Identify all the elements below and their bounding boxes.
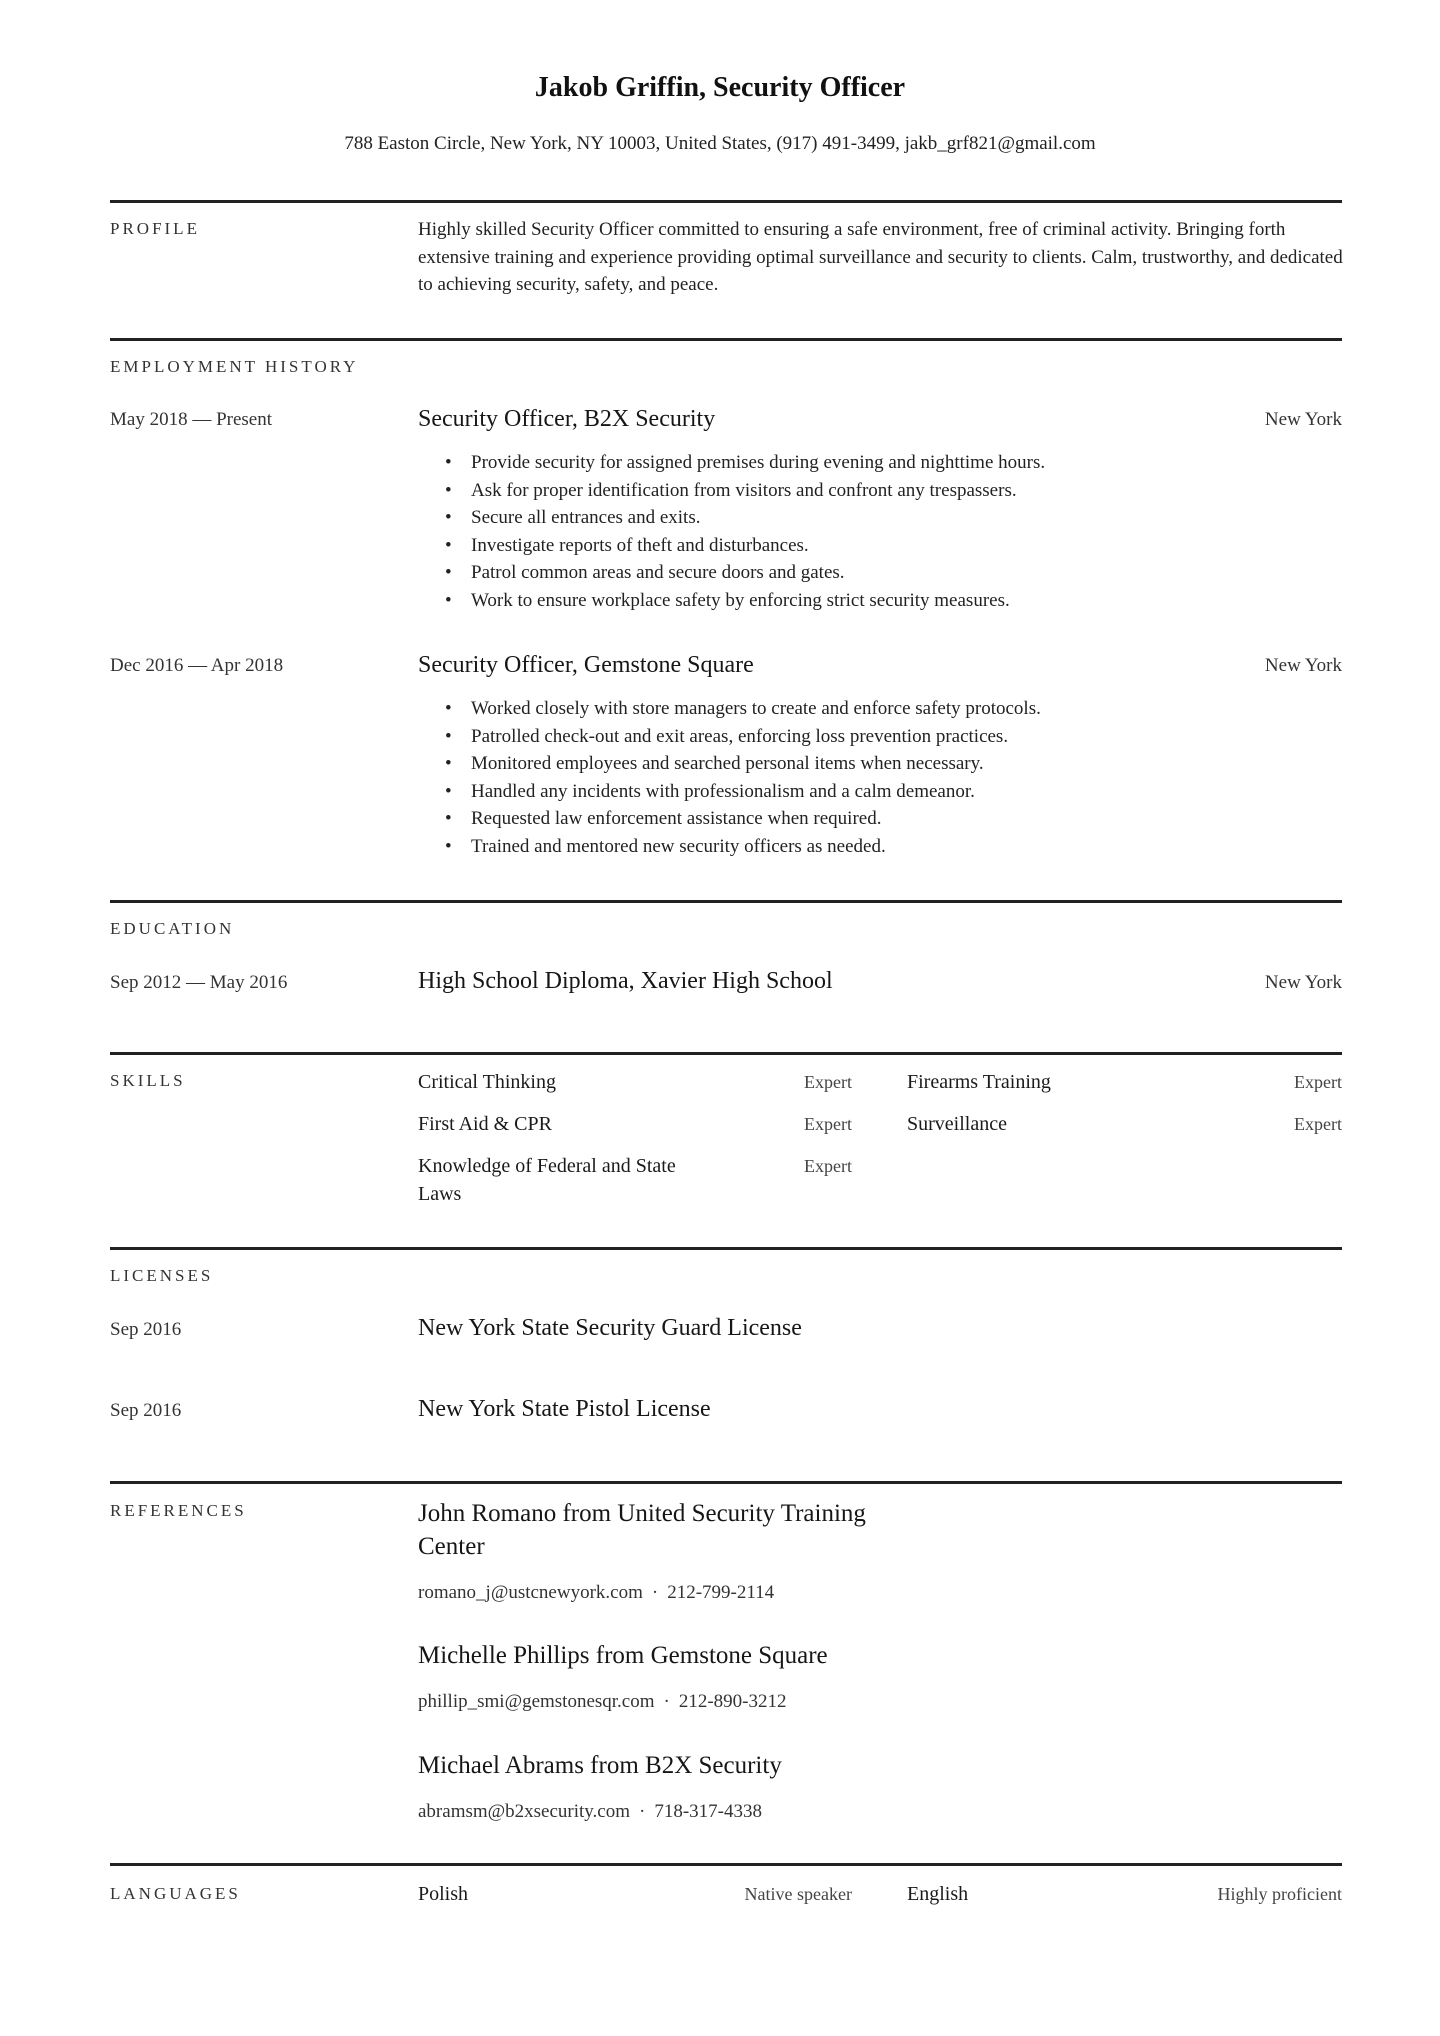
license-date: Sep 2016 [110,1319,182,1340]
bullet-icon: • [445,835,452,857]
skill-name: Surveillance [907,1113,1007,1135]
section-divider [110,1481,1342,1484]
language-name: Polish [418,1883,469,1905]
section-label-languages: LANGUAGES [110,1884,241,1903]
job-dates: May 2018 — Present [110,409,273,430]
list-item: • Provide security for assigned premises during evening and nighttime hours. [418,449,1045,477]
education-dates: Sep 2012 — May 2016 [110,972,288,993]
list-item: • Trained and mentored new security officers as needed. [418,833,1041,861]
list-item: • Monitored employees and searched personal items when necessary. [418,750,1041,778]
list-item: • Patrol common areas and secure doors and gates. [418,559,1045,587]
reference-phone[interactable]: 212-890-3212 [678,1691,787,1712]
list-item: • Ask for proper identification from visitors and confront any trespassers. [418,477,1045,505]
section-label-employment: EMPLOYMENT HISTORY [110,357,359,376]
contact-info: 788 Easton Circle, New York, NY 10003, United States, (917) 491-3499, jakb_grf821@gmail.com [344,133,1096,154]
skill-level: Expert [804,1072,852,1092]
section-divider [110,900,1342,903]
reference-contact [418,1800,762,1824]
bullet-icon: • [445,589,452,611]
section-label-licenses: LICENSES [110,1266,214,1285]
skill-name: Firearms Training [907,1071,1051,1093]
section-divider [110,338,1342,341]
license-date: Sep 2016 [110,1400,182,1421]
bullet-icon: • [445,452,452,473]
list-item: • Investigate reports of theft and disturbances. [418,532,1045,560]
skill-level: Expert [1294,1114,1342,1134]
list-item: • Secure all entrances and exits. [418,504,1045,532]
section-label-skills: SKILLS [110,1071,186,1090]
reference-name: Michelle Phillips from Gemstone Square [418,1642,828,1669]
job-dates: Dec 2016 — Apr 2018 [110,655,284,676]
list-item: • Handled any incidents with professionalism and a calm demeanor. [418,778,1041,806]
separator-dot: · [651,1582,659,1603]
skill-level: Expert [804,1156,852,1176]
section-label-education: EDUCATION [110,919,235,938]
job-location: New York [1264,655,1342,676]
separator-dot: · [663,1691,670,1712]
bullet-icon: • [445,725,452,747]
reference-name: Michael Abrams from B2X Security [418,1752,782,1779]
bullet-icon: • [445,562,452,583]
section-label-references: REFERENCES [110,1501,247,1520]
section-divider [110,200,1342,203]
reference-email[interactable]: abramsm@b2xsecurity.com [418,1801,631,1822]
bullet-icon: • [445,534,452,556]
skill-level: Expert [804,1114,852,1134]
skill-name: Knowledge of Federal and State Laws [418,1155,676,1205]
education-location: New York [1264,972,1342,993]
bullet-icon: • [445,780,452,802]
bullet-icon: • [445,507,452,528]
bullet-icon: • [445,753,452,774]
license-title: New York State Security Guard License [418,1315,802,1341]
job-title: Security Officer, Gemstone Square [418,652,754,678]
list-item: • Work to ensure workplace safety by enforcing strict security measures. [418,587,1045,615]
list-item: • Worked closely with store managers to create and enforce safety protocols. [418,695,1041,723]
education-title: High School Diploma, Xavier High School [418,968,833,994]
reference-phone[interactable]: 718-317-4338 [654,1801,762,1822]
language-level: Native speaker [744,1884,852,1904]
skill-name: First Aid & CPR [418,1113,552,1135]
job-bullets [418,695,1041,860]
skill-level: Expert [1294,1072,1342,1092]
separator-dot: · [639,1801,646,1822]
bullet-icon: • [445,698,452,719]
section-divider [110,1247,1342,1250]
profile-summary: Highly skilled Security Officer committed to ensuring a safe environment, free of criminal activity. Bringing forth extensive training and experience providing optimal surveillance and security to clients. Calm, trustworthy, and dedicated to achieving security, safety, and peace. [418,219,1343,295]
language-name: English [907,1883,969,1905]
section-divider [110,1863,1342,1866]
skill-name: Critical Thinking [418,1071,556,1093]
job-title: Security Officer, B2X Security [418,406,716,432]
reference-phone[interactable]: 212-799-2114 [667,1582,775,1603]
section-label-profile: PROFILE [110,219,200,238]
job-location: New York [1264,409,1342,430]
section-divider [110,1052,1342,1055]
reference-email[interactable]: phillip_smi@gemstonesqr.com [418,1691,655,1712]
list-item: • Patrolled check-out and exit areas, enforcing loss prevention practices. [418,723,1041,751]
reference-email[interactable]: romano_j@ustcnewyork.com [418,1582,643,1603]
reference-contact [418,1690,787,1714]
bullet-icon: • [445,479,452,501]
list-item: • Requested law enforcement assistance when required. [418,805,1041,833]
reference-contact [418,1581,774,1605]
resume-name-title: Jakob Griffin, Security Officer [534,72,906,103]
license-title: New York State Pistol License [418,1396,711,1422]
job-bullets [418,449,1045,614]
bullet-icon: • [445,808,452,829]
language-level: Highly proficient [1217,1884,1342,1904]
reference-name: John Romano from United Security Training Center [418,1500,866,1560]
